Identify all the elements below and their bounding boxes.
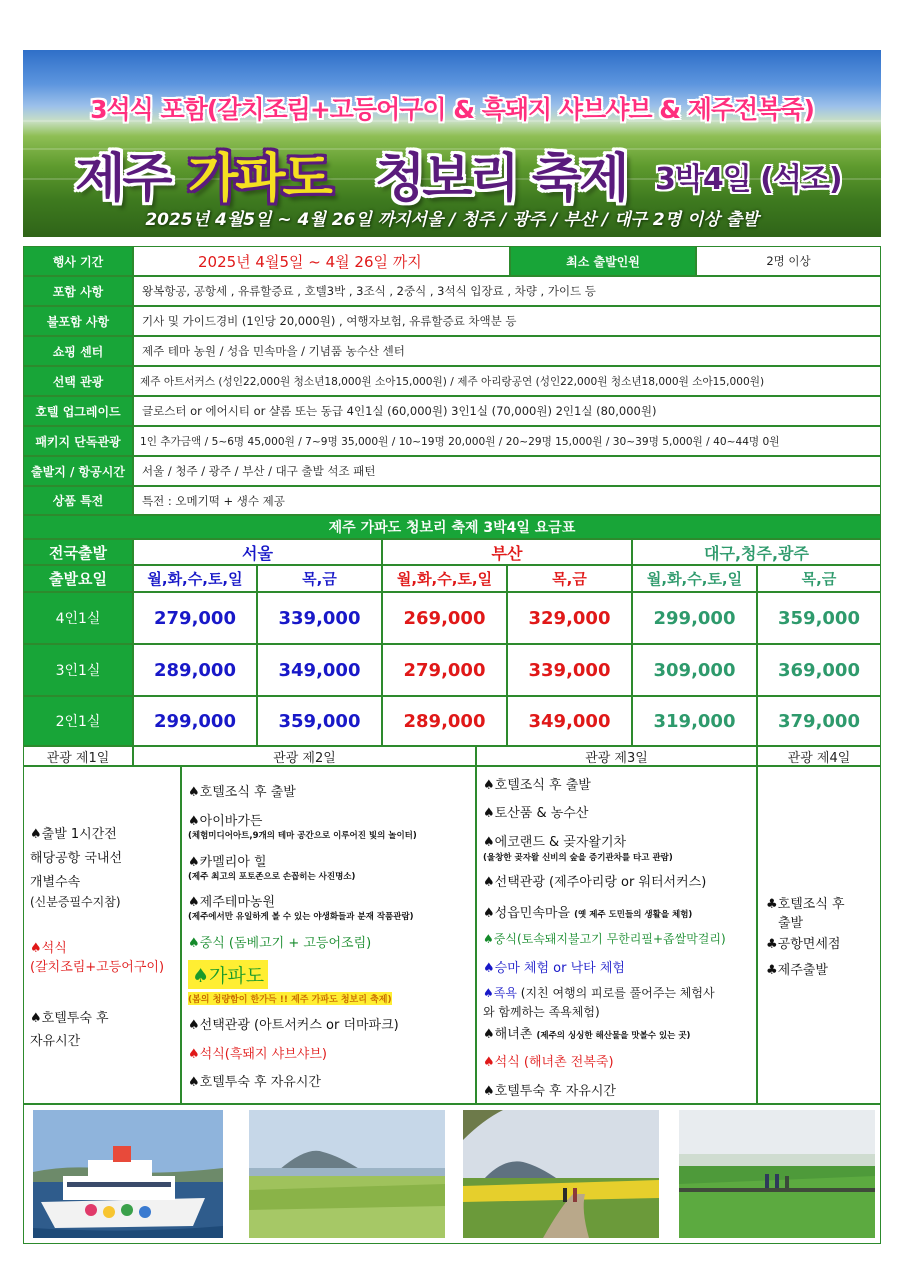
day2-gapado-note: (봄의 청량함이 한가득 !! 제주 가파도 청보리 축제) bbox=[188, 992, 392, 1005]
fare-price: 279,000 bbox=[133, 592, 257, 644]
fare-room-label: 4인1실 bbox=[23, 592, 133, 644]
day1-line: ♠호텔투숙 후 bbox=[30, 1011, 109, 1026]
day3-footbath-desc2: 와 함께하는 족욕체험) bbox=[483, 1005, 600, 1019]
day4-schedule bbox=[757, 766, 881, 1104]
fare-price: 289,000 bbox=[133, 644, 257, 696]
banner-title-jeju: 제주 bbox=[75, 149, 170, 209]
day3-header: 관광 제3일 bbox=[476, 746, 757, 766]
day3-line: ♠토산품 & 농수산 bbox=[483, 806, 589, 821]
min-departure-value: 2명 이상 bbox=[696, 246, 881, 276]
banner-title-festival: 청보리 축제 bbox=[375, 149, 627, 209]
day1-line: 해당공항 국내선 bbox=[30, 851, 123, 866]
barley-field-photo bbox=[249, 1110, 445, 1238]
day2-gapado: ♠가파도 bbox=[188, 960, 268, 989]
fare-day-group: 월,화,수,토,일 bbox=[632, 565, 757, 592]
fare-day-group: 목,금 bbox=[257, 565, 382, 592]
day1-line: (신분증필수지참) bbox=[30, 895, 121, 909]
info-row-label: 쇼핑 센터 bbox=[23, 336, 133, 366]
day3-line: ♠호텔조식 후 출발 bbox=[483, 778, 591, 793]
fare-days-label: 출발요일 bbox=[23, 565, 133, 592]
title-banner bbox=[23, 50, 881, 237]
green-field-photo bbox=[679, 1110, 875, 1238]
info-row-value: 특전 : 오메기떡 + 생수 제공 bbox=[133, 486, 881, 515]
day1-dinner: ♠석식 bbox=[30, 941, 67, 956]
day3-footbath bbox=[483, 984, 715, 1001]
day3-footbath-title: ♠족욕 bbox=[483, 986, 517, 1000]
fare-price: 309,000 bbox=[632, 644, 757, 696]
day3-haenyeo: ♠해녀촌 bbox=[483, 1027, 533, 1042]
fare-price: 289,000 bbox=[382, 696, 507, 746]
period-value bbox=[133, 246, 510, 276]
fare-day-group: 월,화,수,토,일 bbox=[133, 565, 257, 592]
fare-day-group: 목,금 bbox=[757, 565, 881, 592]
day2-lunch: ♠중식 (돔베고기 + 고등어조림) bbox=[188, 936, 372, 951]
banner-duration: 3박4일 (석조) bbox=[655, 162, 842, 197]
info-row-label: 선택 관광 bbox=[23, 366, 133, 396]
fare-day-group: 월,화,수,토,일 bbox=[382, 565, 507, 592]
fare-price: 339,000 bbox=[507, 644, 632, 696]
day2-note: (제주에서만 유일하게 볼 수 있는 야생화들과 분재 작품관람) bbox=[188, 912, 414, 922]
day2-dinner: ♠석식(흑돼지 샤브샤브) bbox=[188, 1047, 327, 1062]
day3-schedule bbox=[476, 766, 757, 1104]
day2-line: ♠선택관광 (아트서커스 or 더마파크) bbox=[188, 1018, 399, 1033]
info-row-value: 서울 / 청주 / 광주 / 부산 / 대구 출발 석조 패턴 bbox=[133, 456, 881, 486]
fare-price: 279,000 bbox=[382, 644, 507, 696]
fare-price: 359,000 bbox=[257, 696, 382, 746]
day4-line: ♣호텔조식 후 bbox=[766, 897, 845, 912]
info-row-label: 상품 특전 bbox=[23, 486, 133, 515]
day3-line: ♠호텔투숙 후 자유시간 bbox=[483, 1084, 616, 1099]
day3-footbath-desc: (지친 여행의 피로를 풀어주는 체험사 bbox=[516, 986, 715, 1000]
day3-dinner: ♠석식 (해녀촌 전복죽) bbox=[483, 1055, 614, 1070]
day1-dinner-menu: (갈치조림+고등어구이) bbox=[30, 960, 165, 975]
day3-line bbox=[483, 902, 692, 921]
fare-price: 359,000 bbox=[757, 592, 881, 644]
info-row-label: 패키지 단독관광 bbox=[23, 426, 133, 456]
fare-price: 299,000 bbox=[632, 592, 757, 644]
day3-note: (제주의 싱싱한 해산물을 맛볼수 있는 곳) bbox=[536, 1031, 691, 1041]
day1-schedule bbox=[23, 766, 181, 1104]
day3-line: ♠선택관광 (제주아리랑 or 워터서커스) bbox=[483, 875, 707, 890]
day3-folk-village: ♠성읍민속마을 bbox=[483, 906, 571, 921]
fare-region: 부산 bbox=[382, 539, 632, 565]
fare-room-label: 2인1실 bbox=[23, 696, 133, 746]
fare-departure-label: 전국출발 bbox=[23, 539, 133, 565]
fare-day-group: 목,금 bbox=[507, 565, 632, 592]
fare-region: 서울 bbox=[133, 539, 382, 565]
day1-line: 개별수속 bbox=[30, 875, 81, 890]
photo-strip bbox=[23, 1104, 881, 1244]
day2-line: ♠카멜리아 힐 bbox=[188, 855, 267, 870]
period-value-text: 2025년 4월5일 ~ 4월 26일 까지 bbox=[198, 252, 422, 271]
fare-table-title: 제주 가파도 청보리 축제 3박4일 요금표 bbox=[23, 515, 881, 539]
day4-line: 출발 bbox=[778, 916, 804, 931]
day3-note: (울창한 곶자왈 신비의 숲을 증기관차를 타고 관람) bbox=[483, 853, 673, 863]
banner-meals-line: 3석식 포함(갈치조림+고등어구이 & 흑돼지 샤브샤브 & 제주전복죽) bbox=[90, 95, 814, 124]
fare-price: 319,000 bbox=[632, 696, 757, 746]
day1-line: ♠출발 1시간전 bbox=[30, 827, 117, 842]
fare-room-label: 3인1실 bbox=[23, 644, 133, 696]
info-row-value: 1인 추가금액 / 5~6명 45,000원 / 7~9명 35,000원 / 10~19명 20,000원 / 20~29명 15,000원 / 30~39명 5,000원 / 40~44명 0원 bbox=[133, 426, 881, 456]
info-row-value: 글로스터 or 에어시티 or 샬롬 또는 동급 4인1실 (60,000원) 3인1실 (70,000원) 2인1실 (80,000원) bbox=[133, 396, 881, 426]
info-row-label: 호텔 업그레이드 bbox=[23, 396, 133, 426]
day4-line: ♣공항면세점 bbox=[766, 937, 841, 952]
info-row-label: 포함 사항 bbox=[23, 276, 133, 306]
fare-price: 329,000 bbox=[507, 592, 632, 644]
fare-price: 369,000 bbox=[757, 644, 881, 696]
info-row-value: 제주 테마 농원 / 성읍 민속마을 / 기념품 농수산 센터 bbox=[133, 336, 881, 366]
ferry-photo bbox=[33, 1110, 223, 1238]
day4-line: ♣제주출발 bbox=[766, 963, 828, 978]
day2-line: ♠호텔조식 후 출발 bbox=[188, 785, 296, 800]
fare-price: 299,000 bbox=[133, 696, 257, 746]
banner-subtitle: 2025년 4월5일 ~ 4월 26일 까지서울 / 청주 / 광주 / 부산 / 대구 2명 이상 출발 bbox=[145, 210, 759, 230]
day2-line: ♠호텔투숙 후 자유시간 bbox=[188, 1075, 321, 1090]
fare-price: 339,000 bbox=[257, 592, 382, 644]
day2-line: ♠아이바가든 bbox=[188, 814, 263, 829]
fare-region: 대구,청주,광주 bbox=[632, 539, 881, 565]
day3-note: (옛 제주 도민들의 생활을 체험) bbox=[574, 910, 693, 920]
day3-line: ♠에코랜드 & 곶자왈기차 bbox=[483, 835, 627, 850]
info-row-value: 기사 및 가이드경비 (1인당 20,000원) , 여행자보험, 유류할증료 차액분 등 bbox=[133, 306, 881, 336]
fare-price: 379,000 bbox=[757, 696, 881, 746]
banner-title-gapado: 가파도 bbox=[188, 149, 330, 209]
period-label: 행사 기간 bbox=[23, 246, 133, 276]
canola-path-photo bbox=[463, 1110, 659, 1238]
info-row-label: 불포함 사항 bbox=[23, 306, 133, 336]
fare-price: 349,000 bbox=[257, 644, 382, 696]
day2-note: (체험미디어아트,9개의 테마 공간으로 이루어진 빛의 놀이터) bbox=[188, 831, 417, 841]
info-row-label: 출발지 / 항공시간 bbox=[23, 456, 133, 486]
info-row-value: 왕복항공, 공항세 , 유류할증료 , 호텔3박 , 3조식 , 2중식 , 3석식 입장료 , 차량 , 가이드 등 bbox=[133, 276, 881, 306]
day1-header: 관광 제1일 bbox=[23, 746, 133, 766]
day2-note: (제주 최고의 포토존으로 손꼽히는 사진명소) bbox=[188, 872, 356, 882]
day2-header: 관광 제2일 bbox=[133, 746, 476, 766]
day3-lunch: ♠중식(토속돼지불고기 무한리필+좁쌀막걸리) bbox=[483, 932, 726, 946]
fare-price: 349,000 bbox=[507, 696, 632, 746]
day2-line: ♠제주테마농원 bbox=[188, 895, 276, 910]
day3-riding: ♠승마 체험 or 낙타 체험 bbox=[483, 961, 625, 976]
info-row-value: 제주 아트서커스 (성인22,000원 청소년18,000원 소아15,000원) / 제주 아리랑공연 (성인22,000원 청소년18,000원 소아15,000원) bbox=[133, 366, 881, 396]
fare-price: 269,000 bbox=[382, 592, 507, 644]
day3-line bbox=[483, 1023, 690, 1042]
day1-line: 자유시간 bbox=[30, 1034, 81, 1049]
day2-schedule bbox=[181, 766, 476, 1104]
min-departure-label: 최소 출발인원 bbox=[510, 246, 696, 276]
day4-header: 관광 제4일 bbox=[757, 746, 881, 766]
